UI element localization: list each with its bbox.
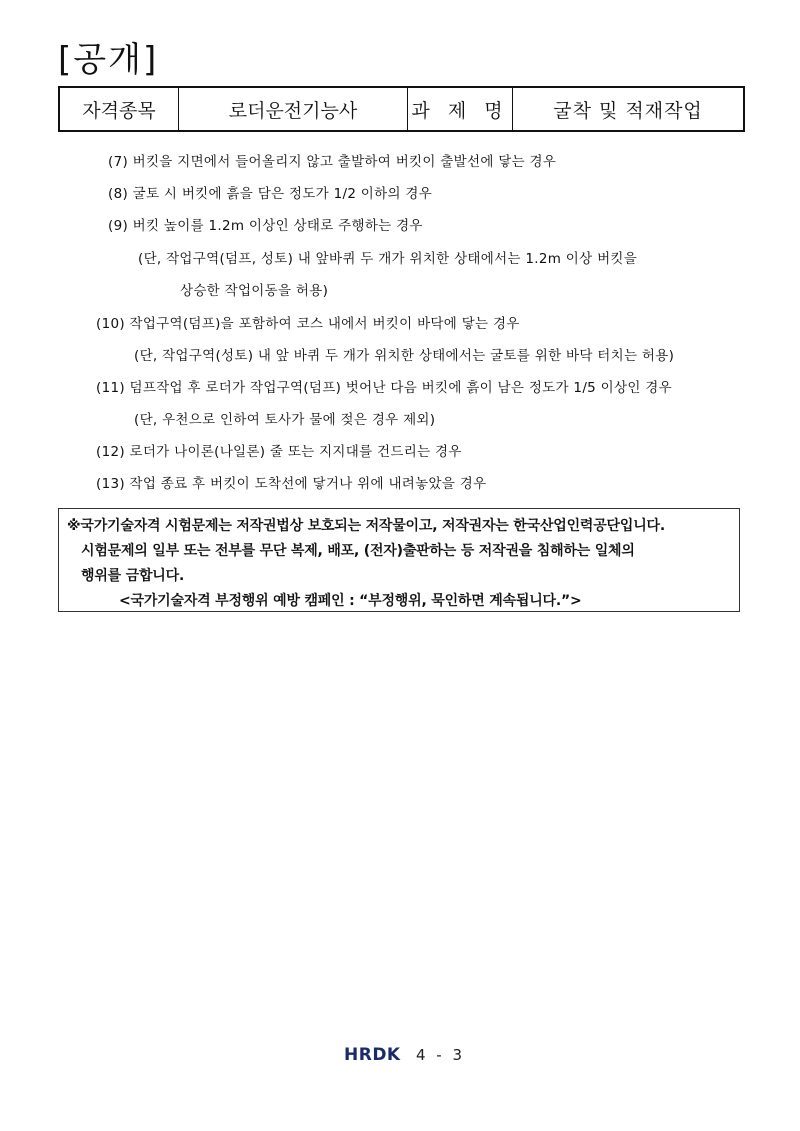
task-value: 굴착 및 적재작업 (513, 87, 745, 131)
rule-item-13: (13) 작업 종료 후 버킷이 도착선에 닿거나 위에 내려놓았을 경우 (96, 476, 487, 492)
field-value: 로더운전기능사 (179, 87, 408, 131)
rule-item-9: (9) 버킷 높이를 1.2m 이상인 상태로 주행하는 경우 (108, 218, 423, 234)
copyright-notice-box (58, 508, 740, 612)
rule-item-10-note: (단, 작업구역(성토) 내 앞 바퀴 두 개가 위치한 상태에서는 굴토를 위한 바닥 터치는 허용) (134, 348, 675, 364)
rule-item-10: (10) 작업구역(덤프)을 포함하여 코스 내에서 버킷이 바닥에 닿는 경우 (96, 316, 520, 332)
copyright-notice-line1: ※국가기술자격 시험문제는 저작권법상 보호되는 저작물이고, 저작권자는 한국산업인력공단입니다. (67, 518, 665, 534)
hrdk-logo: HRDK (344, 1045, 401, 1065)
field-label: 자격종목 (59, 87, 179, 131)
copyright-notice-line2: 시험문제의 일부 또는 전부를 무단 복제, 배포, (전자)출판하는 등 저작권을 침해하는 일체의 (81, 543, 635, 559)
rule-item-11: (11) 덤프작업 후 로더가 작업구역(덤프) 벗어난 다음 버킷에 흙이 남은 정도가 1/5 이상인 경우 (96, 380, 672, 396)
exam-header-table (58, 86, 745, 132)
rule-item-9-note: (단, 작업구역(덤프, 성토) 내 앞바퀴 두 개가 위치한 상태에서는 1.2m 이상 버킷을 (138, 251, 638, 267)
rule-item-8: (8) 굴토 시 버킷에 흙을 담은 정도가 1/2 이하의 경우 (108, 186, 433, 202)
campaign-notice: <국가기술자격 부정행위 예방 캠페인 : “부정행위, 묵인하면 계속됩니다.”> (119, 593, 582, 609)
task-label: 과 제 명 (408, 87, 513, 131)
rule-item-12: (12) 로더가 나이론(나일론) 줄 또는 지지대를 건드리는 경우 (96, 444, 462, 460)
public-tag: [공개] (58, 40, 159, 80)
page-footer (0, 1045, 800, 1069)
rule-item-9-note-cont: 상승한 작업이동을 허용) (180, 283, 329, 299)
rule-item-7: (7) 버킷을 지면에서 들어올리지 않고 출발하여 버킷이 출발선에 닿는 경우 (108, 154, 557, 170)
rule-item-11-note: (단, 우천으로 인하여 토사가 물에 젖은 경우 제외) (134, 412, 436, 428)
page-number: 4 - 3 (416, 1046, 466, 1064)
copyright-notice-line3: 행위를 금합니다. (81, 568, 185, 584)
